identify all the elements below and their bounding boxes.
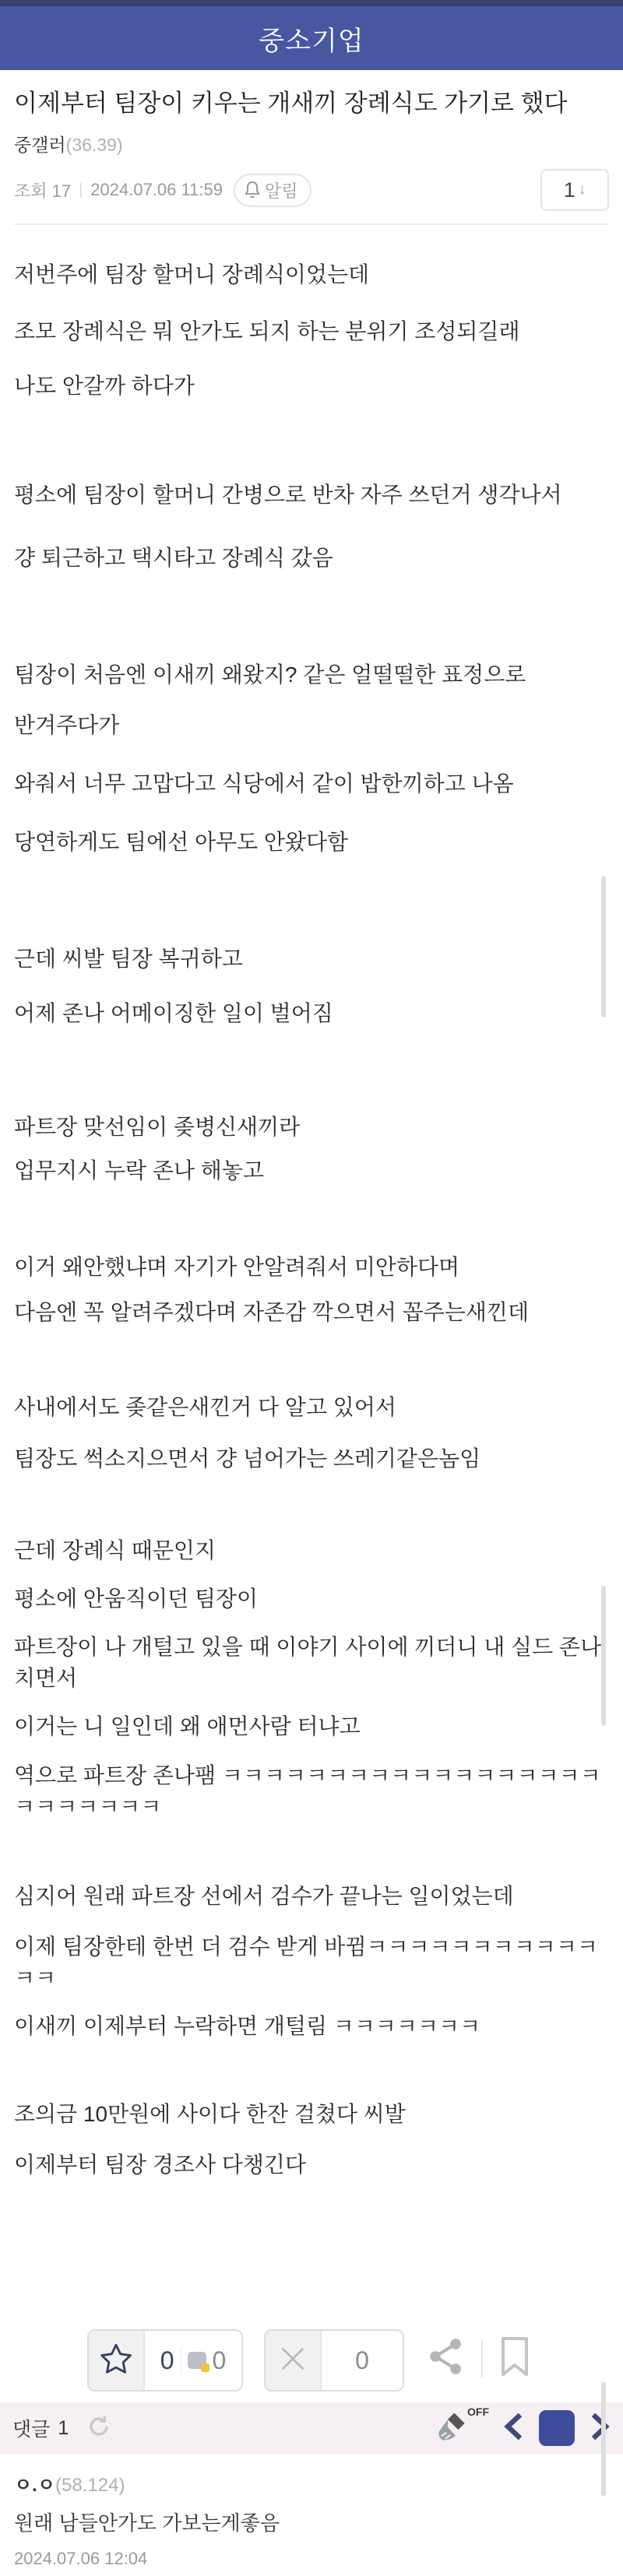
page-number-button[interactable] [540,169,609,211]
x-icon [277,2343,308,2378]
body-paragraph: 근데 장례식 때문인지 [14,1538,216,1562]
refresh-icon[interactable] [86,2413,112,2444]
comment-item[interactable] [0,2454,623,2569]
post-title: 이제부터 팀장이 키우는 개새끼 장례식도 가기로 했다 [14,90,568,117]
upvote-counts [145,2331,241,2390]
comment-author-nickname[interactable]: ㅇ.ㅇ [14,2475,56,2496]
body-paragraph: 이제 팀장한테 한번 더 검수 받게 바뀜ㅋㅋㅋㅋㅋㅋㅋㅋㅋㅋㅋㅋㅋ [14,1935,598,1990]
gallery-title[interactable]: 중소기업 [259,26,364,56]
body-paragraph: 어제 존나 어메이징한 일이 벌어짐 [14,1001,333,1025]
body-paragraph: 이제부터 팀장 경조사 다챙긴다 [14,2153,306,2177]
body-paragraph: 와줘서 너무 고맙다고 식당에서 같이 밥한끼하고 나옴 [14,771,514,796]
upvote-count: 0 [160,2346,174,2374]
share-area [427,2335,530,2381]
body-paragraph: 다음엔 꼭 알려주겠다며 자존감 깍으면서 꼽주는새낀데 [14,1300,530,1324]
downvote-counts [322,2331,403,2390]
down-arrow-icon: ↓ [578,181,586,198]
cleanbot-off-label: OFF [467,2405,489,2418]
downvote-box[interactable] [264,2329,404,2391]
downvote-cell[interactable] [266,2331,322,2390]
body-paragraph: 당연하게도 팀에선 아무도 안왔다함 [14,830,349,854]
body-paragraph: 조모 장례식은 뭐 안가도 되지 하는 분위기 조성되길래 [14,319,520,343]
scrollbar-thumb[interactable] [601,2382,606,2496]
author-line [14,131,609,156]
body-paragraph: 반겨주다가 [14,713,120,737]
body-paragraph: 이거는 니 일인데 왜 애먼사람 터냐고 [14,1714,361,1738]
body-paragraph: 파트장 맞선임이 좆병신새끼라 [14,1115,301,1139]
alarm-button[interactable] [234,174,312,207]
bookmark-icon[interactable] [500,2335,530,2381]
body-paragraph: 나도 안갈까 하다가 [14,374,195,398]
post-body [0,225,623,2181]
post-date: 2024.07.06 11:59 [90,180,223,199]
body-paragraph: 심지어 원래 파트장 선에서 검수가 끝나는 일이었는데 [14,1884,514,1908]
downvote-count: 0 [355,2346,369,2374]
star-icon [99,2342,133,2379]
meta-separator: | [79,181,83,199]
share-divider [481,2340,483,2377]
chevron-left-icon[interactable] [503,2412,523,2445]
author-ip: (36.39) [65,135,123,155]
body-paragraph: 파트장이 나 개털고 있을 때 이야기 사이에 끼더니 내 실드 존나 치면서 [14,1635,601,1690]
view-count: 조회 17 [14,181,72,201]
upvote-box[interactable] [87,2329,243,2391]
body-paragraph: 역으로 파트장 존나팸 ㅋㅋㅋㅋㅋㅋㅋㅋㅋㅋㅋㅋㅋㅋㅋㅋㅋㅋㅋㅋㅋㅋㅋㅋㅋ [14,1763,601,1819]
body-paragraph: 걍 퇴근하고 택시타고 장례식 갔음 [14,546,333,570]
member-upvote-count: 0 [212,2346,227,2374]
scrollbar-thumb[interactable] [601,876,606,1017]
body-paragraph: 평소에 팀장이 할머니 간병으로 반차 자주 쓰던거 생각나서 [14,483,562,507]
body-paragraph: 저번주에 팀장 할머니 장례식이었는데 [14,262,370,286]
meta-line [14,169,609,211]
comment-count: 1 [58,2416,69,2439]
share-icon[interactable] [427,2336,464,2381]
body-paragraph: 팀장도 썩소지으면서 걍 넘어가는 쓰레기같은놈임 [14,1446,481,1471]
body-paragraph: 업무지시 누락 존나 해놓고 [14,1158,264,1183]
comment-header-bar [0,2402,623,2454]
chevron-right-icon[interactable] [590,2412,611,2445]
alarm-label: 알림 [264,181,298,201]
comment-author-ip: (58.124) [55,2475,125,2496]
scrollbar-thumb[interactable] [601,1586,606,1726]
comment-author-line [14,2469,609,2497]
body-paragraph: 사내에서도 좆같은새낀거 다 알고 있어서 [14,1395,396,1419]
comment-date: 2024.07.06 12:04 [14,2549,148,2568]
page-indicator[interactable] [539,2410,575,2446]
post-head [0,70,623,225]
cleanbot-toggle[interactable] [436,2405,489,2447]
status-strip [0,0,623,6]
body-paragraph: 이거 왜안했냐며 자기가 안알려줘서 미안하다며 [14,1255,460,1279]
gallery-header [0,0,623,70]
body-paragraph: 근데 씨발 팀장 복귀하고 [14,947,243,971]
bell-icon [245,181,260,199]
comment-bar-controls [436,2405,611,2447]
action-bar [0,2329,623,2391]
body-paragraph: 이새끼 이제부터 누락하면 개털림 ㅋㅋㅋㅋㅋㅋㅋ [14,2014,481,2038]
author-nickname[interactable]: 중갤러 [14,135,66,155]
comment-label: 댓글 [12,2419,51,2441]
star-cell[interactable] [89,2331,145,2390]
body-paragraph: 팀장이 처음엔 이새끼 왜왔지? 같은 얼떨떨한 표정으로 [14,662,526,687]
body-paragraph: 조의금 10만원에 사이다 한잔 걸쳤다 씨발 [14,2102,406,2126]
body-paragraph: 평소에 안움직이던 팀장이 [14,1587,259,1611]
comment-text: 원래 남들안가도 가보는게좋음 [14,2511,280,2535]
member-vote-icon [188,2352,206,2369]
page-number: 1 [563,177,575,202]
